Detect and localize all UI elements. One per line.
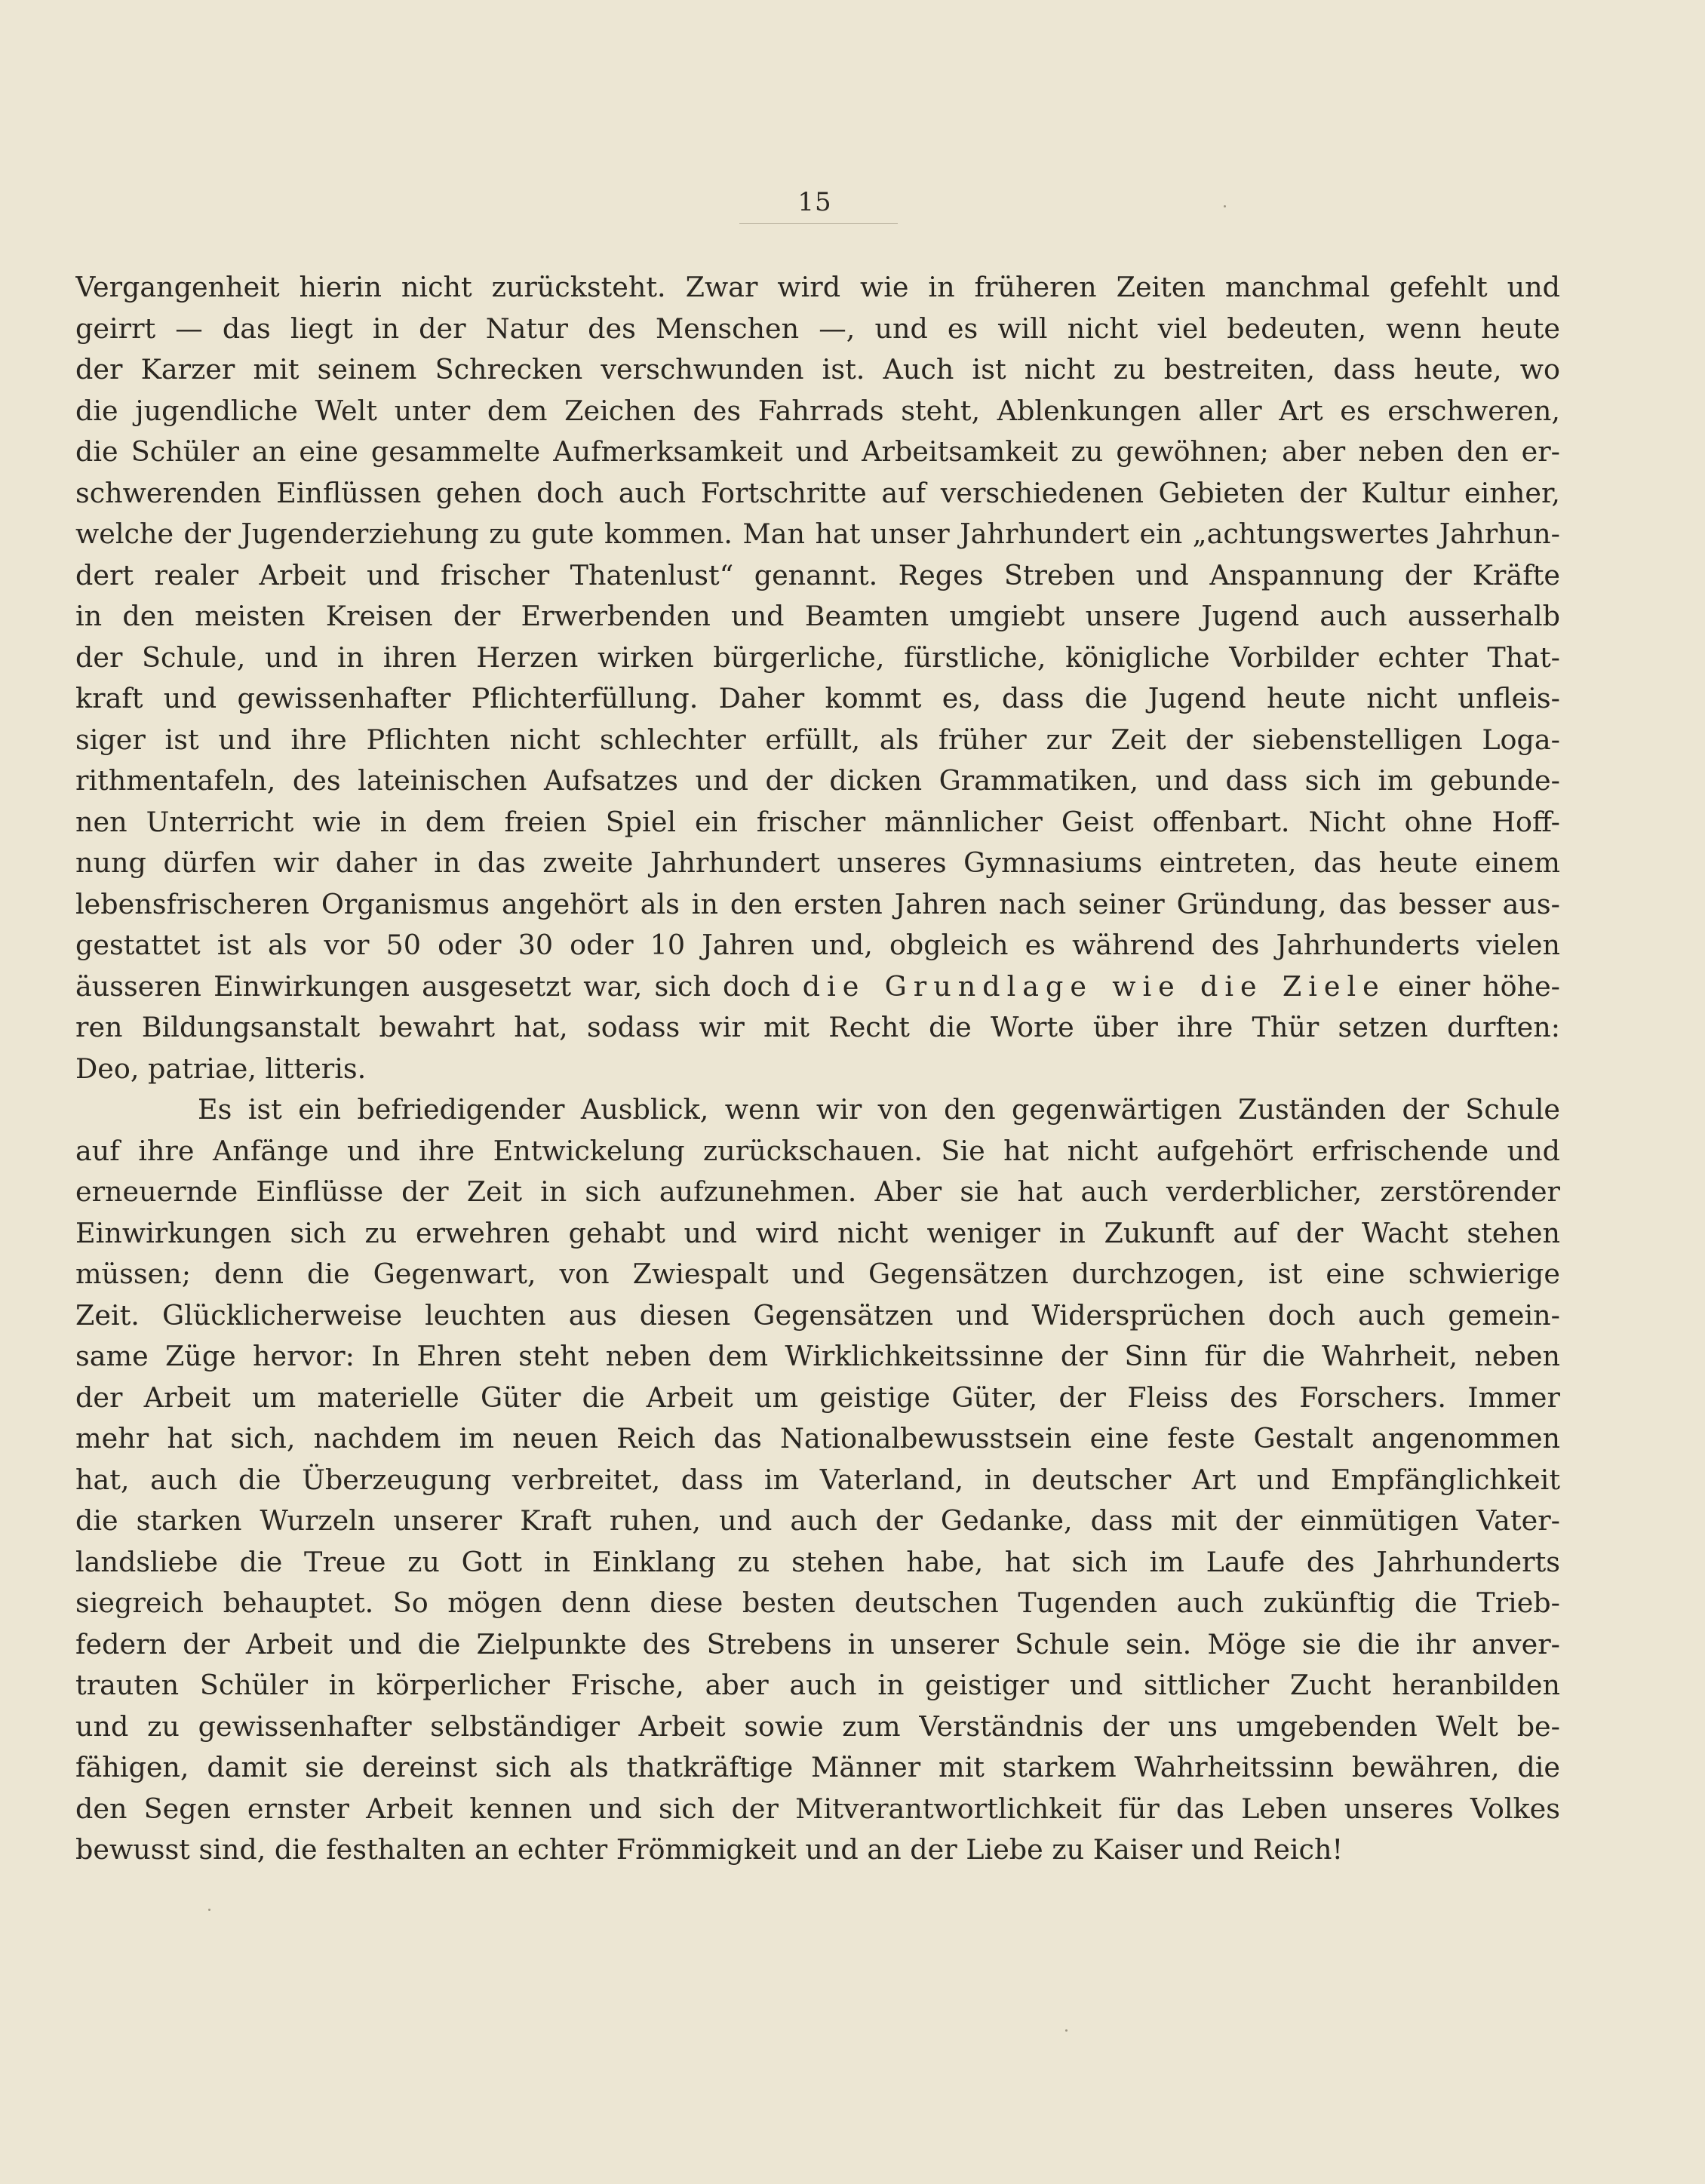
paper-speck [1065,2029,1068,2032]
text-line: die jugendliche Welt unter dem Zeichen des Fahrrads steht, Ablenkungen aller Art es erschweren, [75,394,1560,427]
text-line: lebensfrischeren Organismus angehört als in den ersten Jahren nach seiner Gründung, das besser aus- [75,887,1560,920]
body-text [75,267,1560,1871]
text-line: die starken Wurzeln unserer Kraft ruhen, und auch der Gedanke, dass mit der einmütigen Vater- [75,1504,1560,1537]
text-line: mehr hat sich, nachdem im neuen Reich das Nationalbewusstsein eine feste Gestalt angenommen [75,1422,1560,1454]
text-segment: äusseren Einwirkungen ausgesetzt war, sich doch [75,969,791,1003]
text-line: landsliebe die Treue zu Gott in Einklang zu stehen habe, hat sich im Laufe des Jahrhunderts [75,1545,1560,1578]
text-line-with-spaced-emphasis [75,966,1560,1008]
text-line: Vergangenheit hierin nicht zurücksteht. Zwar wird wie in früheren Zeiten manchmal gefehlt und [75,271,1560,303]
text-line: rithmentafeln, des lateinischen Aufsatzes und der dicken Grammatiken, und dass sich im gebunde- [75,764,1560,797]
text-line: trauten Schüler in körperlicher Frische, aber auch in geistiger und sittlicher Zucht heranbilden [75,1669,1560,1701]
text-line: kraft und gewissenhafter Pflichterfüllung. Daher kommt es, dass die Jugend heute nicht unfleis- [75,682,1560,714]
text-line: Zeit. Glücklicherweise leuchten aus diesen Gegensätzen und Widersprüchen doch auch gemein- [75,1298,1560,1332]
text-line: den Segen ernster Arbeit kennen und sich der Mitverantwortlichkeit für das Leben unseres Volkes [75,1792,1560,1825]
text-line: federn der Arbeit und die Zielpunkte des Strebens in unserer Schule sein. Möge sie die ihr anver- [75,1627,1560,1660]
text-line: Deo, patriae, litteris. [75,1052,367,1085]
text-line: in den meisten Kreisen der Erwerbenden und Beamten umgiebt unsere Jugend auch ausserhalb [75,600,1560,632]
text-line: siger ist und ihre Pflichten nicht schlechter erfüllt, als früher zur Zeit der siebenstelligen Loga- [75,723,1560,756]
text-segment: einer höhe- [1398,969,1560,1003]
text-line: nen Unterricht wie in dem freien Spiel ein frischer männlicher Geist offenbart. Nicht ohne Hoff- [75,805,1560,838]
text-line: bewusst sind, die festhalten an echter Frömmigkeit und an der Liebe zu Kaiser und Reich! [75,1833,1344,1866]
text-line: schwerenden Einflüssen gehen doch auch Fortschritte auf verschiedenen Gebieten der Kultur einher, [75,476,1560,509]
text-line: siegreich behauptet. So mögen denn diese besten deutschen Tugenden auch zukünftig die Trieb- [75,1587,1560,1619]
text-line: nung dürfen wir daher in das zweite Jahrhundert unseres Gymnasiums eintreten, das heute einem [75,846,1560,879]
page-number: 15 [797,187,832,217]
text-line: ren Bildungsanstalt bewahrt hat, sodass wir mit Recht die Worte über ihre Thür setzen durften: [75,1011,1560,1043]
text-line: gestattet ist als vor 50 oder 30 oder 10 Jahren und, obgleich es während des Jahrhunderts vielen [75,929,1560,961]
text-line: der Arbeit um materielle Güter die Arbeit um geistige Güter, der Fleiss des Forschers. Immer [75,1381,1560,1414]
text-line: der Schule, und in ihren Herzen wirken bürgerliche, fürstliche, königliche Vorbilder echter That- [75,640,1560,674]
spaced-emphasis: die Grundlage wie die Ziele [802,969,1386,1003]
text-line: erneuernde Einflüsse der Zeit in sich aufzunehmen. Aber sie hat auch verderblicher, zerstörender [75,1175,1560,1208]
text-line: hat, auch die Überzeugung verbreitet, dass im Vaterland, in deutscher Art und Empfänglichkeit [75,1463,1560,1496]
text-line: Es ist ein befriedigender Ausblick, wenn wir von den gegenwärtigen Zuständen der Schule [198,1093,1560,1126]
text-line: müssen; denn die Gegenwart, von Zwiespalt und Gegensätzen durchzogen, ist eine schwierige [75,1258,1560,1290]
text-line: auf ihre Anfänge und ihre Entwickelung zurückschauen. Sie hat nicht aufgehört erfrischende und [75,1134,1560,1167]
text-line: geirrt — das liegt in der Natur des Menschen —, und es will nicht viel bedeuten, wenn heute [75,312,1560,345]
paragraph-1 [75,267,1560,1089]
text-line: fähigen, damit sie dereinst sich als thatkräftige Männer mit starkem Wahrheitssinn bewähren, die [75,1751,1560,1783]
paper-speck [208,1909,210,1911]
paragraph-2 [75,1089,1560,1871]
text-line: Einwirkungen sich zu erwehren gehabt und wird nicht weniger in Zukunft auf der Wacht stehen [75,1216,1560,1249]
text-line: dert realer Arbeit und frischer Thatenlust“ genannt. Reges Streben und Anspannung der Kräfte [75,558,1560,591]
text-line: same Züge hervor: In Ehren steht neben dem Wirklichkeitssinne der Sinn für die Wahrheit, neben [75,1340,1560,1372]
text-line: welche der Jugenderziehung zu gute kommen. Man hat unser Jahrhundert ein „achtungswertes Jahrhun- [75,518,1560,550]
text-line: die Schüler an eine gesammelte Aufmerksamkeit und Arbeitsamkeit zu gewöhnen; aber neben den er- [75,435,1560,468]
text-line: und zu gewissenhafter selbständiger Arbeit sowie zum Verständnis der uns umgebenden Welt be- [75,1709,1560,1743]
text-line: der Karzer mit seinem Schrecken verschwunden ist. Auch ist nicht zu bestreiten, dass heute, wo [75,353,1560,386]
page-number-rule [739,223,898,224]
paper-speck [1224,205,1226,207]
